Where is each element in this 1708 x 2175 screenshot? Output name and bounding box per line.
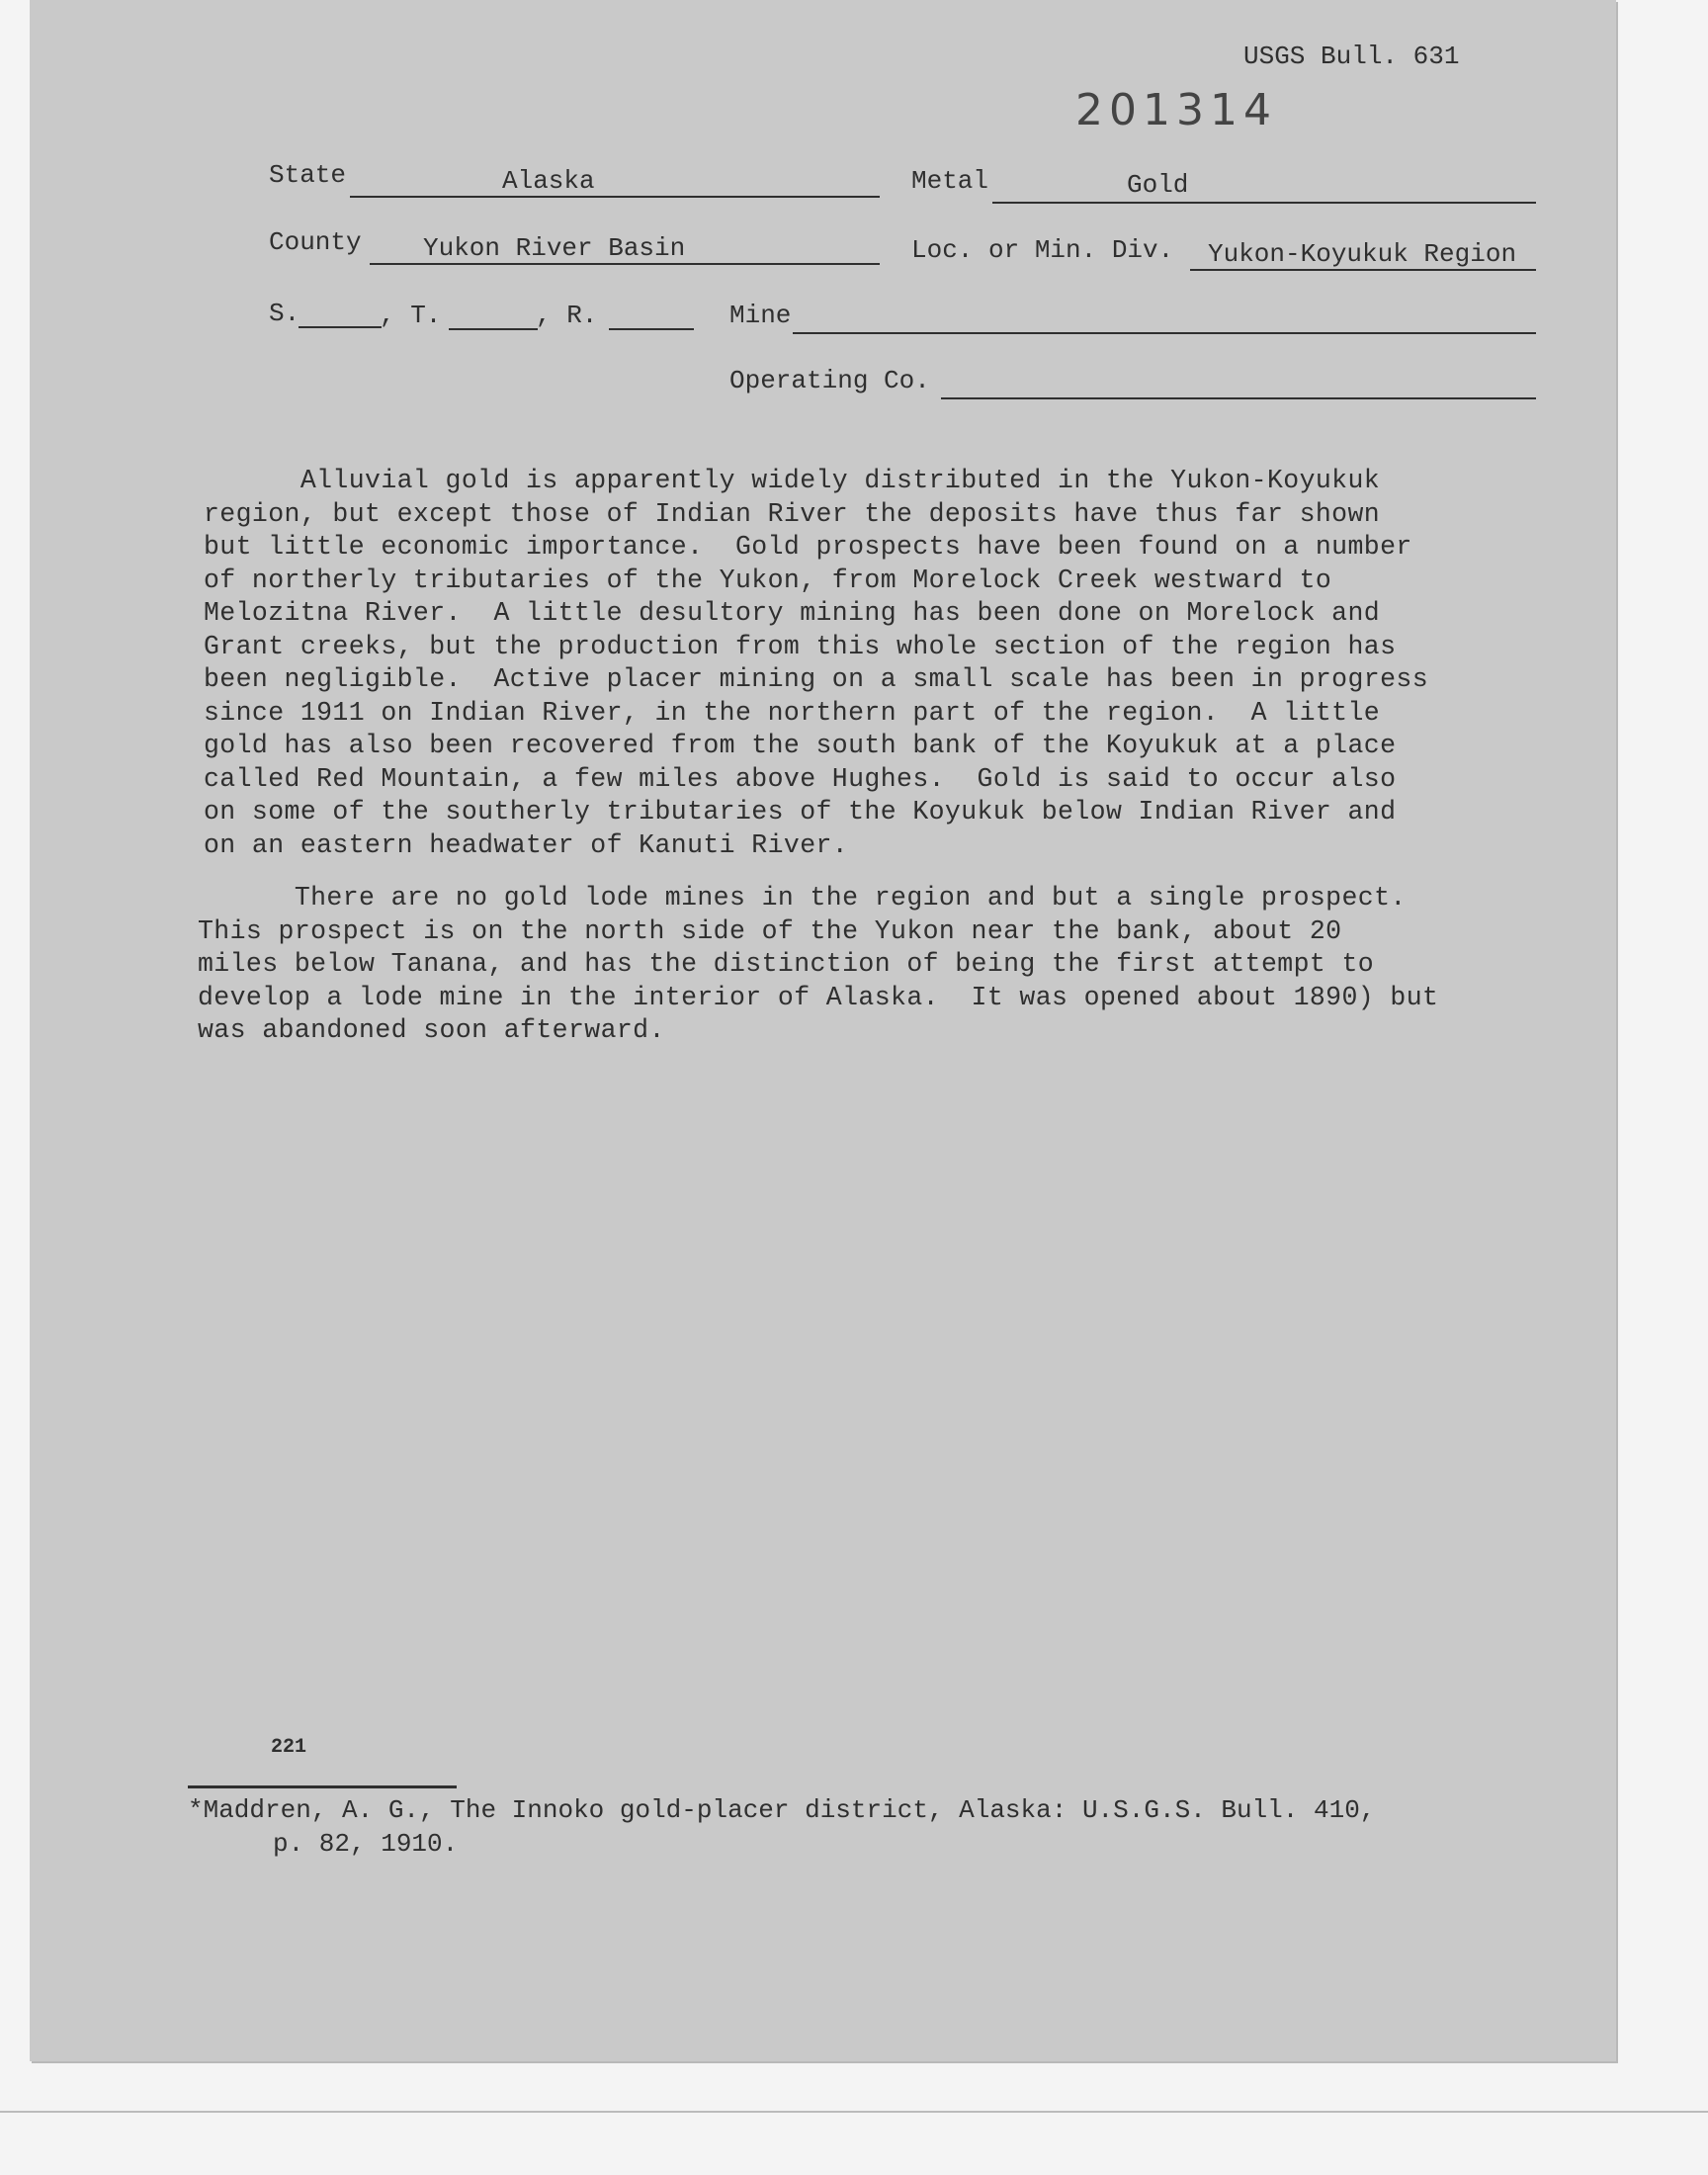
state-value: Alaska: [502, 166, 595, 196]
county-underline: [370, 263, 880, 265]
county-label: County: [269, 227, 362, 257]
document-page: [30, 0, 1616, 2061]
section-underline: [299, 326, 382, 328]
footnote-line-1: *Maddren, A. G., The Innoko gold-placer district, Alaska: U.S.G.S. Bull. 410,: [188, 1795, 1376, 1825]
township-label: , T.: [380, 301, 442, 330]
footnote-line-2: p. 82, 1910.: [273, 1829, 459, 1859]
metal-underline: [992, 202, 1536, 204]
township-underline: [449, 328, 538, 330]
source-reference: USGS Bull. 631: [1243, 42, 1460, 71]
record-number: 201314: [1075, 85, 1277, 135]
operating-co-underline: [941, 397, 1536, 399]
paragraph-placer-gold: Alluvial gold is apparently widely distributed in the Yukon-Koyukuk region, but except those of Indian River the deposits have thus far shown but little economic importance. Gold prospects have been found on a number of northerly tributaries of the Yukon, from Morelock Creek westward to Melozitna River. A little desultory mining has been done on Morelock and Grant creeks, but the production from this whole section of the region has been negligible. Active placer mining on a small scale has been in progress since 1911 on Indian River, in the northern part of the region. A little gold has also been recovered from the south bank of the Koyukuk at a place called Red Mountain, a few miles above Hughes. Gold is said to occur also on some of the southerly tributaries of the Koyukuk below Indian River and on an eastern headwater of Kanuti River.: [204, 466, 1428, 860]
mine-underline: [793, 332, 1536, 334]
range-label: , R.: [536, 301, 598, 330]
range-underline: [609, 328, 694, 330]
scan-edge-line: [0, 2111, 1708, 2113]
operating-co-label: Operating Co.: [729, 366, 930, 395]
metal-label: Metal: [911, 166, 989, 196]
loc-label: Loc. or Min. Div.: [911, 235, 1174, 265]
page-number: 221: [271, 1736, 307, 1759]
metal-value: Gold: [1127, 170, 1189, 200]
section-label: S.: [269, 299, 300, 328]
loc-value: Yukon-Koyukuk Region: [1208, 239, 1517, 269]
paragraph-lode-gold: There are no gold lode mines in the region and but a single prospect. This prospect is on the north side of the Yukon near the bank, about 20 miles below Tanana, and has the distinction of being the first attempt to develop a lode mine in the interior of Alaska. It was opened about 1890) but was abandoned soon afterward.: [198, 883, 1439, 1045]
state-label: State: [269, 160, 347, 190]
county-value: Yukon River Basin: [423, 233, 686, 263]
footnote-divider: [188, 1785, 457, 1788]
loc-underline: [1190, 269, 1536, 271]
state-underline: [350, 196, 880, 198]
mine-label: Mine: [729, 301, 792, 330]
